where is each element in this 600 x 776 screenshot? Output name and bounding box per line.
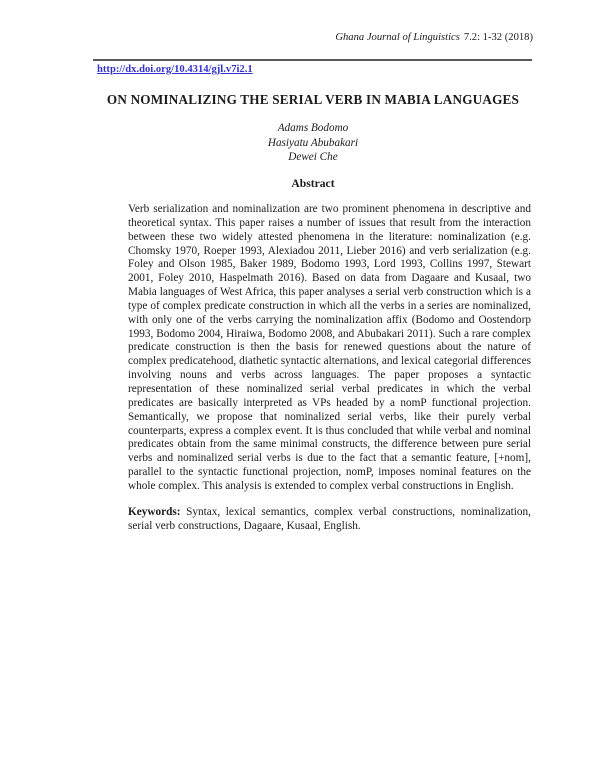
author-name: Dewei Che (288, 151, 338, 164)
abstract-text: Verb serialization and nominalization are two prominent phenomena in descriptive and theoretical syntax. This paper raises a number of issues that result from the interaction between these two widely attested phenomena in the literature: nominalization (e.g. Chomsky 1970, Roeper 1993, Alexiadou 2011, Lieber 2016) and verb serialization (e.g. Foley and Olson 1985, Baker 1989, Bodomo 1993, Lord 1993, Collins 1997, Stewart 2001, Foley 2010, Haspelmath 2016). Based on data from Dagaare and Kusaal, two Mabia languages of West Africa, this paper analyses a serial verb construction which is a type of complex predicate construction in which all the verbs in a series are nominalized, with only one of the verbs carrying the nominalization affix (Bodomo and Oostendorp 1993, Bodomo 2004, Hiraiwa, Bodomo 2008, and Abubakari 2011). Such a rare complex predicate construction is then the basis for renewed questions about the nature of complex predicatehood, diathetic syntactic alternations, and lexical categorial differences involving nouns and verbs across languages. The paper proposes a syntactic representation of these nominalized serial verbal predicates in which the verbal predicates are basically interpreted as VPs headed by a nomP functional projection. Semantically, we propose that nominalized serial verbs, like their purely verbal counterparts, express a complex event. It is thus concluded that while verbal and nominal predicates obtain from the same minimal constructs, the difference between pure serial verbs and nominalized serial verbs is due to the fact that a semantic feature, [+nom], parallel to the syntactic functional projection, nomP, imposes nominal features on the whole complex. This analysis is extended to complex verbal constructions in English. (128, 203, 531, 492)
keywords-text: Syntax, lexical semantics, complex verbal constructions, nominalization, serial verb constructions, Dagaare, Kusaal, English. (128, 505, 531, 532)
keywords-label: Keywords: (128, 505, 181, 518)
doi-link[interactable]: http://dx.doi.org/10.4314/gjl.v7i2.1 (97, 64, 253, 75)
abstract-heading: Abstract (291, 177, 335, 190)
paper-title: ON NOMINALIZING THE SERIAL VERB IN MABIA LANGUAGES (106, 92, 520, 107)
header-rule (93, 59, 532, 61)
journal-issue-info: 7.2: 1-32 (2018) (463, 32, 533, 43)
keywords-paragraph (128, 506, 531, 534)
author-name: Hasiyatu Abubakari (267, 136, 359, 149)
journal-header (93, 31, 533, 45)
author-name: Adams Bodomo (277, 122, 349, 134)
abstract-section (128, 203, 531, 533)
journal-name: Ghana Journal of Linguistics (335, 32, 460, 43)
author-list (93, 121, 533, 165)
